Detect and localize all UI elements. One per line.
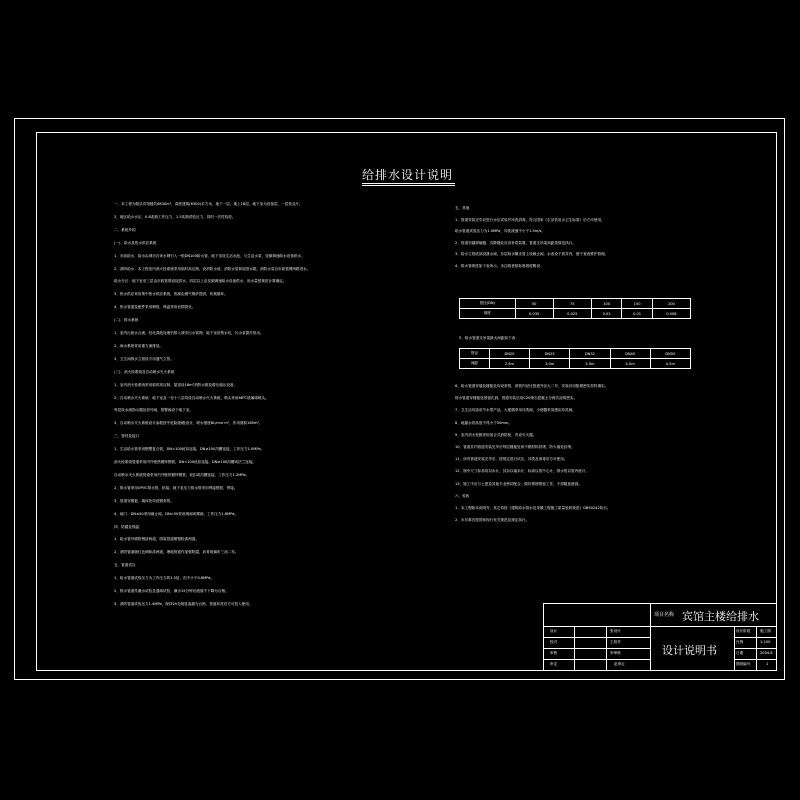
tb-value: 施工图	[760, 629, 771, 633]
tb-value: 2004.6	[760, 651, 773, 655]
note-line: 7、卫生洁具选用节水型产品，大便器采用冲洗阀，小便器采用感应冲洗阀。	[455, 408, 576, 413]
note-line: 1、市政给水，给水由城市自来水网引入一根DN100给水管，地下室设生活水池，与生活水泵、变频调速给水设备供水。	[114, 253, 305, 258]
table-cell: DN40	[610, 349, 650, 359]
table-cell: 75	[553, 299, 591, 309]
note-line: 2、管道穿越伸缩缝、沉降缝处应设补偿装置，管道支吊架间距按规范执行。	[455, 240, 576, 245]
table-cell: 200	[652, 299, 690, 309]
note-line: 自动喷水灭火系统管道采用内外壁热镀锌钢管，丝扣或沟槽连接，工作压力1.2MPa。	[114, 472, 250, 477]
tb-value: 李审核	[610, 651, 621, 655]
note-line: 1、给水管道试验压力为工作压力的1.5倍，但不小于0.6MPa。	[114, 576, 215, 581]
note-line: 2、地区给水水压，0.8兆帕工作压力，1.5兆帕试验压力，同时一次性验收。	[114, 214, 236, 219]
note-line: 6、给水管道穿墙及楼板处均设套管，套管内径比管道外径大二号，安装后用阻燃密实材料填实。	[455, 384, 609, 388]
tb-rule	[606, 626, 607, 670]
note-line: 3、热水供应采用集中热水供应系统，热源由燃气锅炉提供，机械循环。	[114, 292, 228, 297]
tb-rule	[756, 626, 757, 670]
tb-value: 赵审定	[614, 662, 625, 666]
page-title: 给排水设计说明	[362, 168, 454, 182]
project-name: 宾馆主楼给排水	[682, 610, 759, 623]
note-line: 2、排水管采用UPVC排水管，粘接；地下室压力排水管采用焊接钢管，焊接。	[114, 485, 238, 490]
table-cell: 0.02	[591, 309, 621, 319]
tb-rule	[650, 604, 651, 670]
note-line: 3、给水立管底部设泄水阀，各层给水横支管上设截止阀，水表设于管井内，便于查表维护管理。	[455, 252, 609, 256]
note-line: 1、生活给水管采用钢塑复合管，DN<100丝扣连接，DN≥100沟槽连接，工作压力1.0MPa。	[114, 447, 265, 452]
note-line: 给水分区：地下室至三层由市政管网直接供水，四层以上由变频调速给水设备供水，用水量按规范计算确定。	[114, 279, 287, 284]
note-line: 5、给水管道支吊架最大间距如下表：	[459, 336, 519, 340]
note-line: 2、排水管道作灌水试验及通球试验，满水15分钟后液面不下降为合格。	[114, 589, 229, 593]
note-line: 9、室内消火栓箱采用组合式消防柜，内设灭火器。	[455, 432, 537, 437]
project-label: 项目名称	[654, 612, 675, 618]
note-line: 12、图中尺寸标高均以米计，其余以毫米计，标高以管中心计，排水管以管内底计。	[455, 469, 589, 474]
note-line: 二、系统介绍	[114, 227, 136, 232]
note-line: 每层设水流指示器及信号阀，报警阀设于地下室。	[114, 408, 194, 413]
tb-value: 张设计	[610, 629, 621, 633]
table-cell: DN25	[530, 349, 570, 359]
table-cell: DN20	[489, 349, 529, 359]
note-line: 10、管道井内管道安装完毕后每层楼板处用不燃材料封堵，防火墙处封堵。	[455, 445, 575, 449]
tb-label: 校对	[550, 640, 558, 644]
drawing-title: 设计说明书	[662, 644, 717, 657]
tb-rule	[544, 648, 650, 649]
note-line: 2、雨水系统采用重力流排放。	[114, 343, 164, 348]
tb-label: 审定	[550, 662, 558, 666]
note-line: 五、其他	[455, 206, 470, 210]
table-cell: 150	[622, 299, 652, 309]
table-cell: DN32	[570, 349, 610, 359]
table-cell: DN50	[650, 349, 690, 359]
note-line: 2、自动喷水灭火系统：地下室及一至十八层均设自动喷水灭火系统，喷头采用68℃玻璃球喷头。	[114, 395, 269, 400]
table-cell: 2.5m	[489, 359, 529, 369]
table-header: 管径	[460, 349, 490, 359]
tb-rule	[544, 626, 776, 627]
note-line: 1、管道安装完毕应进行水压试验并冲洗消毒，符合国家《生活饮用水卫生标准》后方可使用，	[455, 217, 605, 222]
note-line: 11、所有管道安装完毕后，按规定进行试压、冲洗及消毒后方可使用。	[455, 457, 568, 462]
note-line: 4、热水管道及配件采用铜管，保温采用岩棉管壳。	[114, 305, 196, 310]
table-cell: 4.5m	[650, 359, 690, 369]
title-block	[543, 603, 777, 671]
note-line: (一)、给水及热水供应系统	[114, 240, 157, 245]
tb-rule	[544, 659, 650, 660]
note-line: 1、本工程除本说明外，其它均按《建筑给水排水及采暖工程施工质量验收规范》GB50242执行。	[455, 506, 611, 510]
note-line: 四、防腐及保温	[114, 524, 140, 529]
note-line: 4、排水管坡度如下表所示，未注明者按标准坡度敷设：	[455, 263, 544, 268]
note-line: 2、消防管道刷红色调和漆两道，埋地管道作加强防腐，沥青玻璃布三油二布。	[114, 550, 239, 555]
tb-label: 日期	[736, 651, 744, 655]
tb-rule	[734, 637, 776, 638]
tb-label: 设计	[550, 629, 558, 633]
tb-rule	[734, 648, 776, 649]
note-line: 3、管道穿楼板、墙体处均设钢套管。	[114, 498, 174, 503]
table-cell: 0.025	[553, 309, 591, 319]
table-cell: 0.01	[622, 309, 652, 319]
title-underline-2	[362, 185, 455, 186]
tb-rule	[734, 626, 735, 670]
table-row-label: 坡度	[460, 309, 516, 319]
note-line: 1、室内污废水合流，经化粪池处理后排入城市污水管网，地下室设集水坑，污水泵提升排出。	[114, 331, 264, 335]
note-line: 3、自动喷水灭火系统设计参数按中危险级Ⅰ级设计，喷水强度6L/min·m²，作用面积160m²。	[114, 421, 263, 426]
note-line: 2、消防给水：本工程室内消火栓系统采用临时高压制，设消防水池、消防水泵和屋顶水箱，消防水泵自市政管网两路进水。	[114, 266, 311, 271]
tb-label: 设计阶段	[736, 629, 751, 633]
tb-rule	[734, 659, 776, 660]
note-line: 消火栓系统管道采用内外壁热镀锌钢管，DN<100丝扣连接，DN≥100沟槽或法兰连接。	[114, 460, 257, 464]
note-line: (三)、消火栓系统及自动喷水灭火系统	[114, 369, 175, 374]
title-underline	[362, 183, 455, 184]
note-line: 4、阀门：DN≤50采用截止阀，DN>50采用闸阀或蝶阀，工作压力1.6MPa。	[114, 511, 239, 516]
table-cell: 100	[591, 299, 621, 309]
note-line: 3、消防管道试验压力1.4MPa，保持2h无明显渗漏为合格，管道冲洗后方可投入使用。	[114, 601, 253, 606]
note-line: 3、卫生间排水立管设专用通气立管。	[114, 356, 174, 361]
note-line: 给水管道试验压力为1.0MPa，冲洗流速不小于1.5m/s。	[455, 229, 546, 233]
note-line: 13、施工中应与土建及其他专业密切配合，做好预埋预留工作，不得随意凿洞。	[455, 481, 582, 486]
table-header: 管径(DN)	[460, 299, 516, 309]
note-line: (二)、排水系统	[114, 318, 139, 323]
tb-label: 图纸编号	[736, 662, 751, 666]
note-line: 8、地漏水封高度不得小于50mm。	[455, 420, 512, 425]
slope-table	[459, 298, 691, 319]
table-cell: 0.008	[652, 309, 690, 319]
tb-value: 王校对	[610, 640, 621, 644]
note-line: 五、管道试压	[114, 563, 136, 568]
table-cell: 3.0m	[530, 359, 570, 369]
note-line: 1、室内消火栓系统采用临时高压制，屋顶设18m³消防水箱及增压稳压设备。	[114, 382, 238, 387]
table-cell: 4.0m	[610, 359, 650, 369]
tb-label: 比例	[736, 640, 744, 644]
note-line: 1、给水管外刷防锈漆两道，明装管道刷银粉漆两道。	[114, 537, 199, 542]
note-line: 2、未尽事宜按国家现行有关规范及规定执行。	[455, 518, 530, 523]
table-cell: 3.5m	[570, 359, 610, 369]
tb-value: 1:100	[760, 640, 771, 644]
note-line: 三、管材及接口	[114, 434, 140, 439]
tb-rule	[574, 626, 575, 670]
table-row-label: 间距	[460, 359, 490, 369]
note-line: 排水管道穿楼板处预留孔洞，管道安装后用C20细石混凝土分两次浇筑密实。	[455, 396, 578, 401]
note-line: 一、本工程为娱乐宾馆楼共6830m²，高度建筑(6300)平方米，地下一层，地上18层，地下室为设备层，一层营业厅。	[114, 202, 303, 206]
tb-value: 1	[766, 662, 769, 666]
support-spacing-table	[459, 348, 691, 369]
tb-rule	[544, 637, 650, 638]
note-line: 六、验收	[455, 493, 470, 498]
tb-label: 审核	[550, 651, 558, 655]
table-cell: 50	[515, 299, 553, 309]
table-cell: 0.035	[515, 309, 553, 319]
